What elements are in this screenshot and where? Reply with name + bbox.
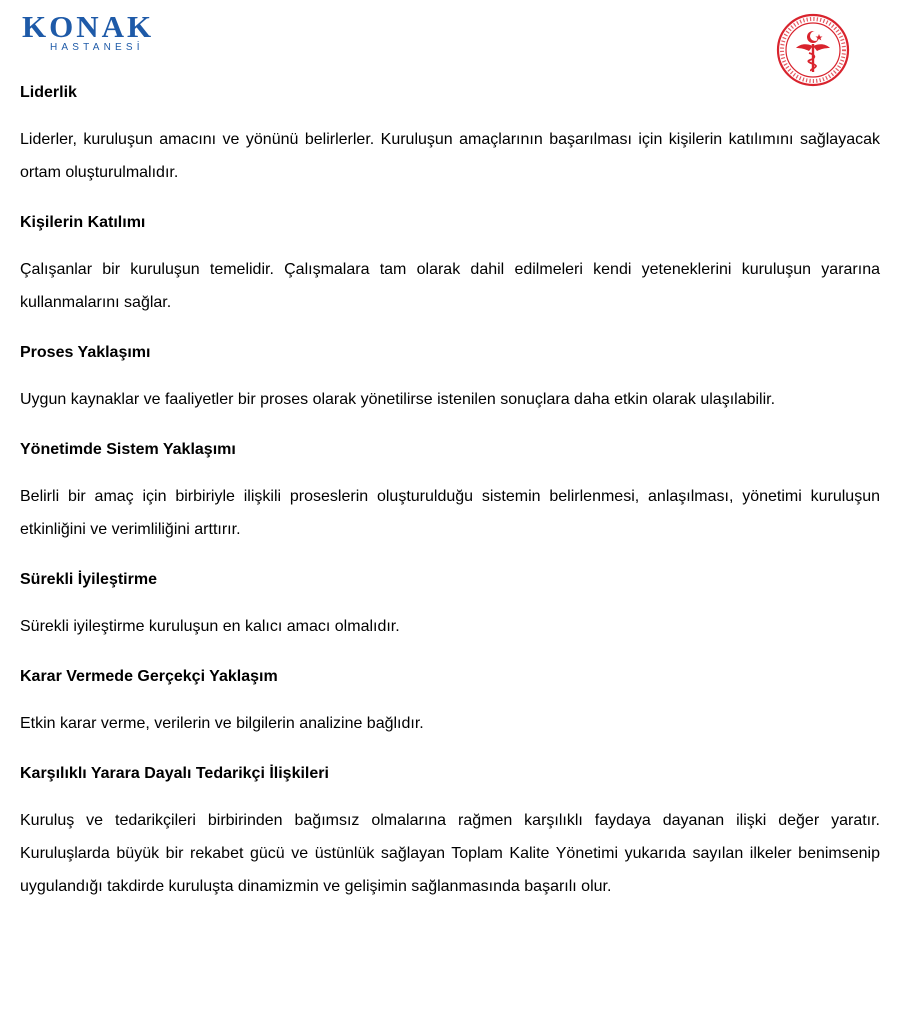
section-proses-yaklasimi <box>20 342 880 416</box>
section-title: Liderlik <box>20 84 77 101</box>
section-body: Sürekli iyileştirme kuruluşun en kalıcı amacı olmalıdır. <box>20 618 400 635</box>
logo-sub-text: HASTANESİ <box>50 42 144 53</box>
section-yonetimde-sistem-yaklasimi <box>20 439 880 546</box>
logo-main-text: KONAK <box>22 9 155 44</box>
document-content <box>20 82 880 903</box>
section-body: Belirli bir amaç için birbiriyle ilişkili proseslerin oluşturulduğu sistemin belirlenmesi, anlaşılması, yönetimi kuruluşun etkinliğini ve verimliliğini arttırır. <box>20 488 880 538</box>
section-body: Uygun kaynaklar ve faaliyetler bir proses olarak yönetilirse istenilen sonuçlara daha etkin olarak ulaşılabilir. <box>20 391 776 408</box>
section-title: Karar Vermede Gerçekçi Yaklaşım <box>20 668 278 685</box>
section-body: Kuruluş ve tedarikçileri birbirinden bağımsız olmalarına rağmen karşılıklı faydaya dayanan ilişki değer yaratır. Kuruluşlarda büyük bir rekabet gücü ve üstünlük sağlayan Toplam Kalite Yönetimi yukarıda sayılan ilkeler benimsenip uygulandığı takdirde kuruluşta dinamizmin ve gelişimin sağlanmasında başarılı olur. <box>20 812 880 895</box>
section-karsilikli-yarara-dayali-tedarikci-iliskileri <box>20 763 880 903</box>
section-title: Proses Yaklaşımı <box>20 344 151 361</box>
section-body: Etkin karar verme, verilerin ve bilgilerin analizine bağlıdır. <box>20 715 424 732</box>
section-karar-vermede-gercekci-yaklasim <box>20 666 880 740</box>
section-title: Karşılıklı Yarara Dayalı Tedarikçi İlişkileri <box>20 765 329 782</box>
ministry-of-health-seal-icon <box>776 13 850 87</box>
page-header <box>0 0 924 90</box>
section-body: Liderler, kuruluşun amacını ve yönünü belirlerler. Kuruluşun amaçlarının başarılması için kişilerin katılımını sağlayacak ortam oluşturulmalıdır. <box>20 131 880 181</box>
section-title: Yönetimde Sistem Yaklaşımı <box>20 441 236 458</box>
section-liderlik <box>20 82 880 189</box>
section-kisilerin-katilimi <box>20 212 880 319</box>
section-title: Kişilerin Katılımı <box>20 214 146 231</box>
section-title: Sürekli İyileştirme <box>20 571 157 588</box>
konak-hastanesi-logo <box>22 9 172 54</box>
section-body: Çalışanlar bir kuruluşun temelidir. Çalışmalara tam olarak dahil edilmeleri kendi yeteneklerini kuruluşun yararına kullanmalarını sağlar. <box>20 261 880 311</box>
section-surekli-iyilestirme <box>20 569 880 643</box>
